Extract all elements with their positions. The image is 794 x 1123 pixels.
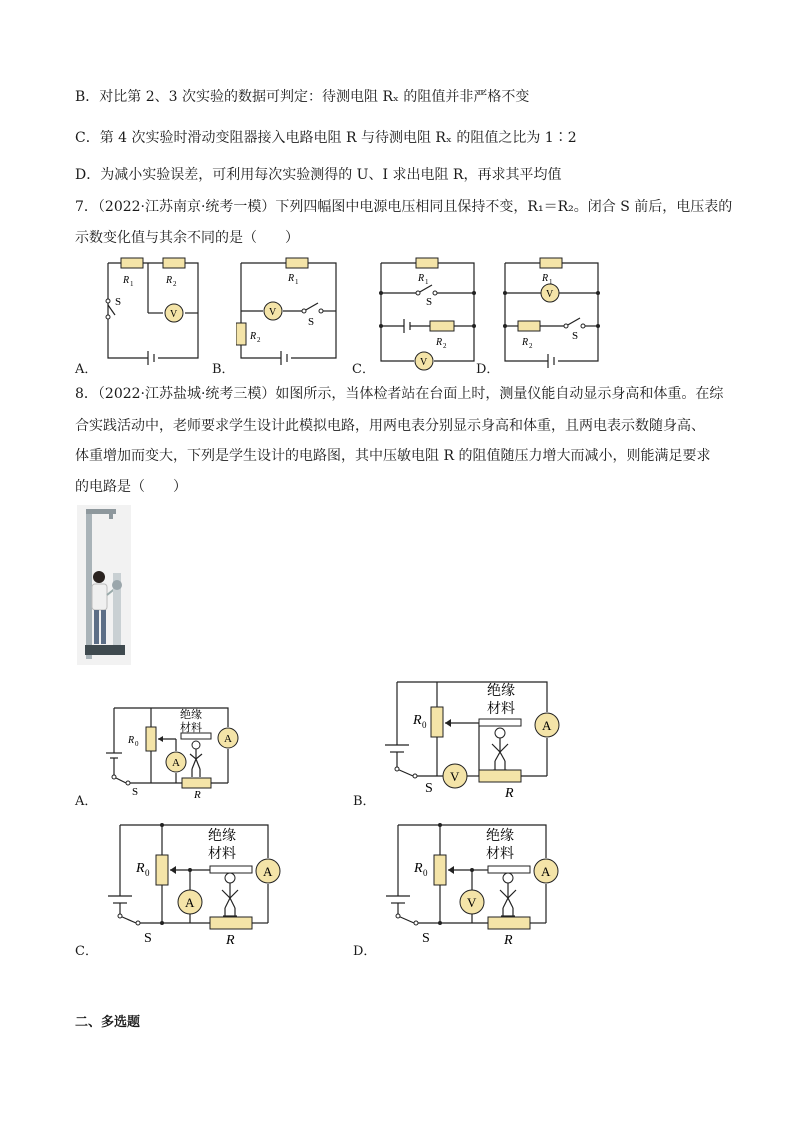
svg-text:0: 0 [145, 868, 150, 878]
section-heading: 二、多选题 [75, 1015, 141, 1030]
q7-circuit-a [103, 253, 203, 372]
q7-option-c-label: C． [352, 362, 375, 377]
svg-text:R: R [504, 933, 513, 945]
svg-text:材料: 材料 [208, 847, 236, 862]
svg-text:1: 1 [130, 280, 134, 288]
svg-text:V: V [546, 289, 554, 300]
svg-text:S: S [426, 296, 433, 308]
q8-circuit-b [375, 677, 565, 806]
q7-option-b-label: B． [212, 362, 235, 377]
q8-option-c-label: C． [75, 944, 98, 959]
q8-option-d-label: D． [353, 944, 377, 959]
svg-text:A: A [185, 895, 195, 910]
svg-text:S: S [425, 781, 433, 796]
q7-circuit-b [236, 253, 341, 372]
svg-text:1: 1 [549, 278, 553, 286]
q6-option-c: C．第 4 次实验时滑动变阻器接入电路电阻 R 与待测电阻 Rₓ 的阻值之比为 1∶2 [75, 130, 577, 146]
svg-text:绝缘: 绝缘 [208, 829, 236, 844]
q8-stem-line2: 合实践活动中，老师要求学生设计此模拟电路，用两电表分别显示身高和体重，且两电表示数随身高、 [75, 418, 705, 434]
svg-text:材料: 材料 [180, 722, 202, 734]
svg-text:S: S [422, 931, 430, 945]
svg-text:绝缘: 绝缘 [180, 709, 202, 721]
svg-text:0: 0 [135, 740, 139, 748]
svg-text:V: V [420, 357, 428, 368]
q6-option-b: B．对比第 2、3 次实验的数据可判定：待测电阻 Rₓ 的阻值并非严格不变 [75, 89, 530, 105]
svg-text:A: A [172, 757, 180, 769]
svg-text:0: 0 [422, 720, 427, 730]
svg-text:V: V [467, 895, 477, 910]
q6-option-d: D．为减小实验误差，可利用每次实验测得的 U、I 求出电阻 R，再求其平均值 [75, 167, 562, 183]
svg-text:0: 0 [423, 868, 428, 878]
svg-text:R: R [436, 337, 443, 348]
q7-circuit-c [376, 253, 481, 375]
svg-text:A: A [542, 718, 552, 733]
svg-text:A: A [541, 864, 551, 879]
q8-circuit-d [378, 820, 568, 949]
svg-text:绝缘: 绝缘 [486, 829, 514, 844]
q7-circuit-d [500, 253, 605, 375]
svg-text:R: R [250, 331, 257, 342]
q8-circuit-a [96, 703, 246, 802]
q8-option-a-label: A． [75, 794, 98, 809]
svg-text:S: S [144, 931, 152, 945]
switch-label: S [115, 296, 122, 308]
r1-label: R [123, 275, 130, 286]
svg-text:2: 2 [443, 342, 447, 350]
svg-text:R: R [418, 273, 425, 284]
voltmeter-label: V [170, 309, 178, 320]
svg-text:A: A [224, 733, 232, 745]
q8-stem-line4: 的电路是（ ） [75, 479, 187, 495]
svg-text:R: R [414, 861, 423, 876]
svg-text:V: V [450, 769, 460, 784]
svg-text:R: R [413, 713, 422, 728]
svg-text:A: A [263, 864, 273, 879]
svg-text:2: 2 [529, 342, 533, 350]
svg-text:R: R [542, 273, 549, 284]
svg-text:材料: 材料 [486, 847, 514, 862]
q8-circuit-c [100, 820, 290, 949]
svg-text:V: V [269, 307, 277, 318]
svg-text:R: R [128, 735, 135, 746]
svg-text:R: R [136, 861, 145, 876]
q8-option-b-label: B． [353, 794, 376, 809]
q7-stem-line1: 7．（2022·江苏南京·统考一模）下列四幅图中电源电压相同且保持不变，R₁＝R₂。闭合 S 前后，电压表的 [75, 199, 733, 215]
svg-text:S: S [308, 316, 315, 328]
svg-text:绝缘: 绝缘 [487, 684, 515, 699]
svg-text:S: S [132, 786, 139, 798]
svg-text:R: R [194, 789, 201, 798]
svg-text:R: R [288, 273, 295, 284]
svg-text:材料: 材料 [487, 702, 515, 717]
q7-stem-line2: 示数变化值与其余不同的是（ ） [75, 230, 299, 246]
q8-stem-line1: 8．（2022·江苏盐城·统考三模）如图所示，当体检者站在台面上时，测量仪能自动显示身高和体重。在综 [75, 386, 724, 402]
q7-option-a-label: A． [75, 362, 98, 377]
svg-text:R: R [226, 933, 235, 945]
svg-text:R: R [505, 786, 514, 801]
r2-label: R [166, 275, 173, 286]
q8-stem-line3: 体重增加而变大，下列是学生设计的电路图，其中压敏电阻 R 的阻值随压力增大而减小，则能满足要求 [75, 448, 711, 464]
svg-text:1: 1 [295, 278, 299, 286]
svg-text:2: 2 [173, 280, 177, 288]
svg-text:2: 2 [257, 336, 261, 344]
svg-text:R: R [522, 337, 529, 348]
svg-text:S: S [572, 330, 579, 342]
q7-option-d-label: D． [476, 362, 500, 377]
height-weight-scale-photo [77, 505, 131, 669]
svg-text:1: 1 [425, 278, 429, 286]
